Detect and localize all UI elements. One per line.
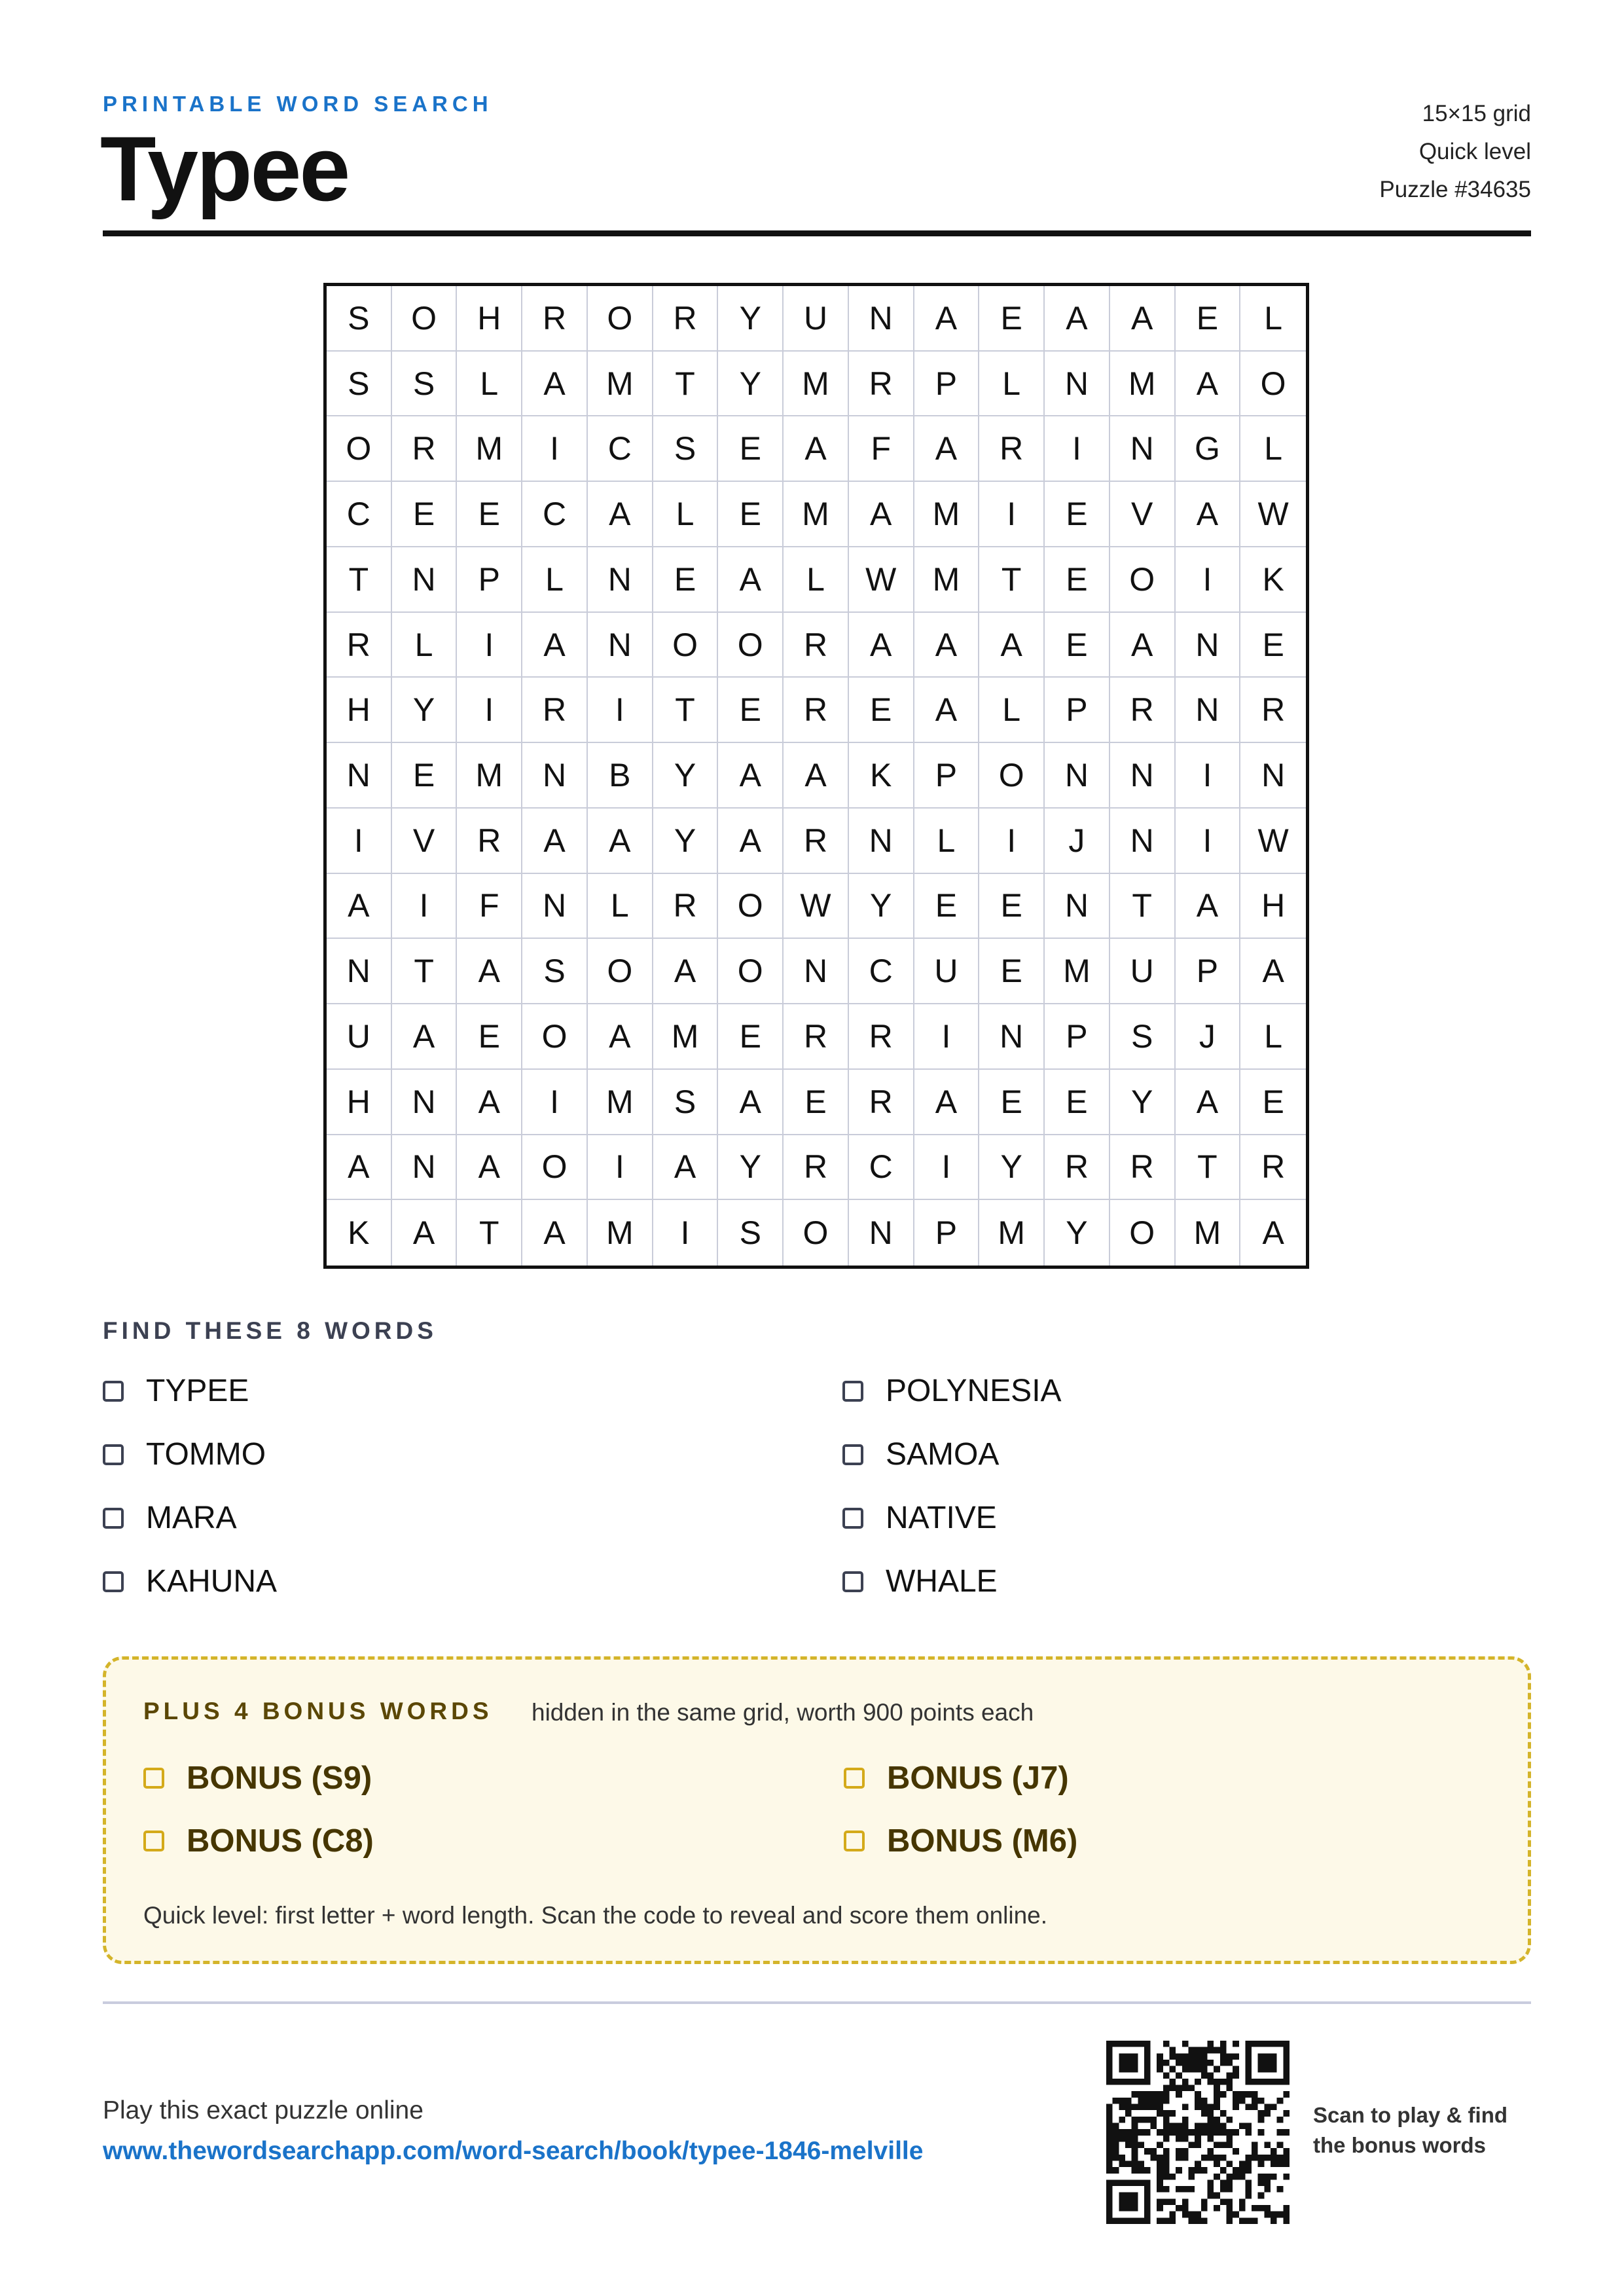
- grid-cell[interactable]: A: [1045, 286, 1110, 352]
- grid-cell[interactable]: P: [1176, 939, 1241, 1004]
- qr-caption: [1313, 2100, 1523, 2160]
- grid-cell[interactable]: I: [522, 1070, 588, 1135]
- grid-cell[interactable]: I: [1045, 416, 1110, 482]
- checkbox-icon[interactable]: [103, 1381, 124, 1402]
- grid-cell[interactable]: I: [979, 482, 1045, 547]
- word-item[interactable]: [842, 1372, 1531, 1410]
- grid-cell[interactable]: A: [522, 809, 588, 874]
- grid-cell[interactable]: A: [718, 743, 784, 809]
- grid-cell[interactable]: S: [1110, 1004, 1176, 1070]
- grid-cell[interactable]: S: [522, 939, 588, 1004]
- grid-cell[interactable]: E: [457, 482, 522, 547]
- grid-cell[interactable]: I: [653, 1200, 719, 1266]
- grid-cell[interactable]: N: [784, 939, 849, 1004]
- checkbox-icon[interactable]: [844, 1831, 865, 1851]
- grid-cell[interactable]: L: [914, 809, 980, 874]
- grid-cell[interactable]: T: [327, 547, 392, 613]
- grid-cell[interactable]: R: [522, 286, 588, 352]
- grid-cell[interactable]: N: [849, 286, 914, 352]
- grid-cell[interactable]: E: [979, 1070, 1045, 1135]
- bonus-item[interactable]: [844, 1759, 1367, 1797]
- grid-cell[interactable]: A: [1176, 874, 1241, 939]
- checkbox-icon[interactable]: [844, 1768, 865, 1789]
- word-label: MARA: [146, 1501, 237, 1535]
- grid-cell[interactable]: O: [588, 286, 653, 352]
- puzzle-url-link[interactable]: www.thewordsearchapp.com/word-search/book/typee-1846-melville: [103, 2137, 924, 2165]
- grid-cell[interactable]: N: [1045, 874, 1110, 939]
- word-label: TYPEE: [146, 1374, 249, 1408]
- header-divider: [103, 230, 1531, 236]
- grid-cell[interactable]: A: [914, 678, 980, 743]
- grid-cell[interactable]: O: [522, 1135, 588, 1201]
- grid-cell[interactable]: H: [327, 678, 392, 743]
- grid-cell[interactable]: M: [653, 1004, 719, 1070]
- find-heading: FIND THESE 8 WORDS: [103, 1317, 437, 1344]
- grid-cell[interactable]: E: [718, 416, 784, 482]
- grid-cell[interactable]: A: [784, 416, 849, 482]
- grid-cell[interactable]: M: [979, 1200, 1045, 1266]
- grid-cell[interactable]: A: [1176, 1070, 1241, 1135]
- grid-cell[interactable]: K: [1240, 547, 1306, 613]
- grid-cell[interactable]: W: [1240, 809, 1306, 874]
- grid-cell[interactable]: A: [914, 416, 980, 482]
- qr-caption-line: the bonus words: [1313, 2133, 1486, 2157]
- grid-cell[interactable]: Y: [718, 352, 784, 417]
- grid-cell[interactable]: O: [979, 743, 1045, 809]
- grid-cell[interactable]: A: [1176, 352, 1241, 417]
- bonus-label: BONUS (C8): [187, 1823, 374, 1859]
- checkbox-icon[interactable]: [103, 1508, 124, 1529]
- bonus-label: BONUS (S9): [187, 1760, 372, 1796]
- grid-cell[interactable]: R: [1240, 1135, 1306, 1201]
- grid-cell[interactable]: R: [327, 613, 392, 678]
- grid-cell[interactable]: M: [1110, 352, 1176, 417]
- checkbox-icon[interactable]: [143, 1768, 164, 1789]
- grid-cell[interactable]: I: [1176, 547, 1241, 613]
- grid-cell[interactable]: I: [392, 874, 458, 939]
- grid-cell[interactable]: Y: [653, 743, 719, 809]
- grid-cell[interactable]: A: [327, 1135, 392, 1201]
- grid-cell[interactable]: K: [327, 1200, 392, 1266]
- grid-cell[interactable]: R: [784, 1004, 849, 1070]
- grid-cell[interactable]: O: [718, 613, 784, 678]
- grid-cell[interactable]: P: [1045, 678, 1110, 743]
- grid-cell[interactable]: N: [1110, 809, 1176, 874]
- grid-cell[interactable]: M: [457, 743, 522, 809]
- grid-cell[interactable]: S: [718, 1200, 784, 1266]
- grid-cell[interactable]: S: [392, 352, 458, 417]
- grid-cell[interactable]: E: [457, 1004, 522, 1070]
- grid-cell[interactable]: A: [1176, 482, 1241, 547]
- grid-cell[interactable]: A: [849, 482, 914, 547]
- word-item[interactable]: [842, 1436, 1531, 1473]
- grid-cell[interactable]: T: [392, 939, 458, 1004]
- grid-cell[interactable]: M: [1176, 1200, 1241, 1266]
- grid-cell[interactable]: Y: [979, 1135, 1045, 1201]
- grid-cell[interactable]: O: [1240, 352, 1306, 417]
- grid-cell[interactable]: H: [457, 286, 522, 352]
- grid-cell[interactable]: A: [914, 613, 980, 678]
- grid-cell[interactable]: C: [588, 416, 653, 482]
- bonus-item[interactable]: [143, 1759, 844, 1797]
- grid-cell[interactable]: E: [979, 286, 1045, 352]
- grid-cell[interactable]: A: [392, 1004, 458, 1070]
- bonus-item[interactable]: [844, 1822, 1367, 1860]
- grid-cell[interactable]: M: [588, 1200, 653, 1266]
- grid-cell[interactable]: N: [1176, 613, 1241, 678]
- grid-cell[interactable]: A: [1262, 1214, 1284, 1252]
- grid-cell[interactable]: A: [718, 809, 784, 874]
- grid-cell[interactable]: A: [522, 613, 588, 678]
- grid-cell[interactable]: C: [849, 939, 914, 1004]
- word-item[interactable]: [842, 1499, 1531, 1537]
- grid-cell[interactable]: I: [914, 1004, 980, 1070]
- grid-cell[interactable]: I: [327, 809, 392, 874]
- word-label: POLYNESIA: [886, 1374, 1062, 1408]
- word-item[interactable]: [103, 1499, 842, 1537]
- bonus-panel: [103, 1656, 1531, 1964]
- grid-cell[interactable]: R: [784, 1135, 849, 1201]
- grid-cell[interactable]: N: [327, 743, 392, 809]
- grid-cell[interactable]: L: [522, 547, 588, 613]
- bonus-title: PLUS 4 BONUS WORDS: [143, 1698, 493, 1724]
- grid-cell[interactable]: M: [588, 1070, 653, 1135]
- grid-cell[interactable]: R: [1110, 678, 1176, 743]
- checkbox-icon[interactable]: [842, 1381, 863, 1402]
- grid-cell[interactable]: E: [979, 874, 1045, 939]
- grid-cell[interactable]: A: [718, 1070, 784, 1135]
- grid-cell[interactable]: I: [522, 416, 588, 482]
- grid-cell[interactable]: E: [718, 678, 784, 743]
- grid-cell[interactable]: E: [784, 1070, 849, 1135]
- word-list: [103, 1372, 1531, 1600]
- word-item[interactable]: [842, 1563, 1531, 1600]
- grid-cell[interactable]: A: [718, 547, 784, 613]
- grid-cell[interactable]: N: [392, 1135, 458, 1201]
- grid-cell[interactable]: L: [979, 352, 1045, 417]
- grid-cell[interactable]: W: [849, 547, 914, 613]
- grid-cell[interactable]: O: [718, 939, 784, 1004]
- grid-cell[interactable]: A: [457, 1135, 522, 1201]
- grid-cell[interactable]: E: [718, 482, 784, 547]
- grid-cell[interactable]: A: [914, 1070, 980, 1135]
- grid-cell[interactable]: E: [1045, 613, 1110, 678]
- grid-cell[interactable]: U: [914, 939, 980, 1004]
- grid-cell[interactable]: R: [653, 874, 719, 939]
- grid-cell[interactable]: J: [1045, 809, 1110, 874]
- grid-cell[interactable]: U: [1110, 939, 1176, 1004]
- grid-cell[interactable]: O: [392, 286, 458, 352]
- grid-cell[interactable]: O: [1110, 1200, 1176, 1266]
- grid-cell[interactable]: L: [784, 547, 849, 613]
- grid-cell[interactable]: R: [1240, 678, 1306, 743]
- grid-cell[interactable]: R: [522, 678, 588, 743]
- grid-cell[interactable]: H: [327, 1070, 392, 1135]
- word-item[interactable]: [103, 1372, 842, 1410]
- grid-cell[interactable]: C: [522, 482, 588, 547]
- grid-cell[interactable]: V: [392, 809, 458, 874]
- bonus-label: BONUS (M6): [887, 1823, 1078, 1859]
- word-item[interactable]: [103, 1436, 842, 1473]
- grid-cell[interactable]: N: [979, 1004, 1045, 1070]
- page-title: Typee: [100, 117, 349, 220]
- grid-cell[interactable]: A: [979, 613, 1045, 678]
- grid-cell[interactable]: N: [1110, 743, 1176, 809]
- bonus-subtitle: hidden in the same grid, worth 900 points each: [532, 1699, 1034, 1726]
- checkbox-icon[interactable]: [842, 1571, 863, 1592]
- grid-cell[interactable]: A: [327, 874, 392, 939]
- word-label: WHALE: [886, 1564, 998, 1599]
- grid-cell[interactable]: O: [718, 874, 784, 939]
- bonus-list: [143, 1759, 1367, 1860]
- checkbox-icon[interactable]: [103, 1571, 124, 1592]
- grid-cell[interactable]: N: [327, 939, 392, 1004]
- eyebrow-label: PRINTABLE WORD SEARCH: [103, 92, 493, 116]
- word-label: SAMOA: [886, 1437, 1000, 1472]
- grid-cell[interactable]: L: [588, 874, 653, 939]
- grid-cell[interactable]: H: [1240, 874, 1306, 939]
- grid-cell[interactable]: N: [522, 874, 588, 939]
- grid-cell[interactable]: M: [914, 482, 980, 547]
- grid-cell[interactable]: U: [327, 1004, 392, 1070]
- grid-cell[interactable]: I: [588, 678, 653, 743]
- grid-cell[interactable]: Y: [718, 286, 784, 352]
- grid-cell[interactable]: R: [849, 352, 914, 417]
- grid-cell[interactable]: L: [1240, 1004, 1306, 1070]
- qr-code-icon[interactable]: [1106, 2041, 1290, 2224]
- grid-cell[interactable]: N: [849, 1200, 914, 1266]
- grid-cell[interactable]: F: [849, 416, 914, 482]
- word-label: TOMMO: [146, 1437, 266, 1472]
- word-label: NATIVE: [886, 1501, 997, 1535]
- grid-cell[interactable]: R: [979, 416, 1045, 482]
- grid-cell[interactable]: N: [849, 809, 914, 874]
- checkbox-icon[interactable]: [842, 1508, 863, 1529]
- grid-cell[interactable]: U: [784, 286, 849, 352]
- grid-cell[interactable]: T: [1110, 874, 1176, 939]
- grid-cell[interactable]: A: [588, 1004, 653, 1070]
- grid-cell[interactable]: O: [1110, 547, 1176, 613]
- grid-cell[interactable]: P: [914, 743, 980, 809]
- grid-cell[interactable]: L: [979, 678, 1045, 743]
- grid-cell[interactable]: O: [588, 939, 653, 1004]
- grid-cell[interactable]: M: [457, 416, 522, 482]
- grid-cell[interactable]: L: [392, 613, 458, 678]
- checkbox-icon[interactable]: [103, 1444, 124, 1465]
- grid-cell[interactable]: A: [392, 1200, 458, 1266]
- grid-cell[interactable]: M: [1045, 939, 1110, 1004]
- checkbox-icon[interactable]: [842, 1444, 863, 1465]
- grid-cell[interactable]: N: [588, 547, 653, 613]
- grid-cell[interactable]: E: [1176, 286, 1241, 352]
- grid-cell[interactable]: E: [849, 678, 914, 743]
- grid-cell[interactable]: V: [1110, 482, 1176, 547]
- play-online-label: Play this exact puzzle online: [103, 2096, 424, 2124]
- grid-cell[interactable]: N: [588, 613, 653, 678]
- grid-cell[interactable]: Y: [718, 1135, 784, 1201]
- qr-caption-line: Scan to play & find: [1313, 2103, 1508, 2127]
- grid-cell[interactable]: N: [1045, 743, 1110, 809]
- grid-cell[interactable]: W: [784, 874, 849, 939]
- grid-cell[interactable]: L: [1240, 286, 1306, 352]
- grid-cell[interactable]: I: [979, 809, 1045, 874]
- grid-cell[interactable]: E: [653, 547, 719, 613]
- grid-cell[interactable]: I: [588, 1135, 653, 1201]
- grid-cell[interactable]: P: [914, 352, 980, 417]
- letter-grid[interactable]: [323, 283, 1309, 1269]
- grid-cell[interactable]: E: [1045, 482, 1110, 547]
- grid-cell[interactable]: L: [457, 352, 522, 417]
- grid-cell[interactable]: R: [392, 416, 458, 482]
- bonus-item[interactable]: [143, 1822, 844, 1860]
- grid-cell[interactable]: P: [914, 1200, 980, 1266]
- grid-cell[interactable]: F: [457, 874, 522, 939]
- level-label: Quick level: [1418, 139, 1531, 164]
- grid-cell[interactable]: R: [784, 678, 849, 743]
- grid-cell[interactable]: Y: [392, 678, 458, 743]
- grid-cell[interactable]: G: [1176, 416, 1241, 482]
- grid-cell[interactable]: E: [1045, 547, 1110, 613]
- grid-cell[interactable]: A: [588, 809, 653, 874]
- grid-cell[interactable]: I: [457, 613, 522, 678]
- grid-cell[interactable]: B: [588, 743, 653, 809]
- grid-cell[interactable]: S: [653, 416, 719, 482]
- grid-cell[interactable]: E: [1240, 1070, 1306, 1135]
- grid-cell[interactable]: T: [653, 678, 719, 743]
- grid-cell[interactable]: E: [718, 1004, 784, 1070]
- grid-cell[interactable]: A: [457, 1070, 522, 1135]
- word-item[interactable]: [103, 1563, 842, 1600]
- grid-cell[interactable]: E: [392, 743, 458, 809]
- grid-cell[interactable]: N: [392, 547, 458, 613]
- bonus-note: Quick level: first letter + word length. Scan the code to reveal and score them online.: [143, 1902, 1048, 1929]
- grid-cell[interactable]: Y: [1110, 1070, 1176, 1135]
- grid-cell[interactable]: M: [784, 482, 849, 547]
- grid-cell[interactable]: A: [522, 352, 588, 417]
- grid-cell[interactable]: N: [1045, 352, 1110, 417]
- grid-cell[interactable]: A: [653, 939, 719, 1004]
- grid-cell[interactable]: E: [392, 482, 458, 547]
- grid-cell[interactable]: R: [1110, 1135, 1176, 1201]
- grid-cell[interactable]: A: [653, 1135, 719, 1201]
- bonus-label: BONUS (J7): [887, 1760, 1069, 1796]
- footer-divider: [103, 2001, 1531, 2004]
- grid-cell[interactable]: A: [1110, 613, 1176, 678]
- grid-cell[interactable]: P: [1045, 1004, 1110, 1070]
- word-label: KAHUNA: [146, 1564, 278, 1599]
- grid-cell[interactable]: K: [849, 743, 914, 809]
- grid-cell[interactable]: O: [522, 1004, 588, 1070]
- grid-cell[interactable]: C: [849, 1135, 914, 1201]
- grid-cell[interactable]: C: [327, 482, 392, 547]
- grid-cell[interactable]: A: [1240, 939, 1306, 1004]
- grid-cell[interactable]: N: [1240, 743, 1306, 809]
- grid-cell[interactable]: M: [784, 352, 849, 417]
- grid-cell[interactable]: E: [1240, 613, 1306, 678]
- grid-cell[interactable]: T: [653, 352, 719, 417]
- grid-cell[interactable]: I: [457, 678, 522, 743]
- checkbox-icon[interactable]: [143, 1831, 164, 1851]
- grid-cell[interactable]: T: [457, 1200, 522, 1266]
- grid-cell[interactable]: A: [849, 613, 914, 678]
- grid-cell[interactable]: J: [1176, 1004, 1241, 1070]
- grid-cell[interactable]: A: [588, 482, 653, 547]
- grid-cell[interactable]: Y: [653, 809, 719, 874]
- grid-cell[interactable]: I: [1176, 743, 1241, 809]
- grid-cell[interactable]: N: [1110, 416, 1176, 482]
- grid-cell[interactable]: P: [457, 547, 522, 613]
- grid-cell[interactable]: E: [914, 874, 980, 939]
- grid-cell[interactable]: N: [1176, 678, 1241, 743]
- grid-cell[interactable]: T: [979, 547, 1045, 613]
- grid-cell[interactable]: A: [914, 286, 980, 352]
- grid-cell[interactable]: L: [1240, 416, 1306, 482]
- grid-cell[interactable]: N: [522, 743, 588, 809]
- grid-cell[interactable]: R: [849, 1004, 914, 1070]
- grid-cell[interactable]: A: [1110, 286, 1176, 352]
- grid-cell[interactable]: O: [653, 613, 719, 678]
- grid-size-label: 15×15 grid: [1422, 101, 1531, 126]
- grid-cell[interactable]: I: [914, 1135, 980, 1201]
- grid-cell[interactable]: R: [849, 1070, 914, 1135]
- grid-cell[interactable]: A: [457, 939, 522, 1004]
- puzzle-id-label: Puzzle #34635: [1379, 177, 1531, 202]
- grid-cell[interactable]: A: [784, 743, 849, 809]
- grid-cell[interactable]: L: [653, 482, 719, 547]
- grid-cell[interactable]: E: [979, 939, 1045, 1004]
- grid-cell[interactable]: S: [653, 1070, 719, 1135]
- grid-cell[interactable]: S: [327, 286, 392, 352]
- grid-cell[interactable]: Y: [849, 874, 914, 939]
- grid-cell[interactable]: R: [784, 809, 849, 874]
- grid-cell[interactable]: E: [1045, 1070, 1110, 1135]
- grid-cell[interactable]: O: [784, 1200, 849, 1266]
- grid-cell[interactable]: M: [914, 547, 980, 613]
- grid-cell[interactable]: R: [784, 613, 849, 678]
- grid-cell[interactable]: Y: [1045, 1200, 1110, 1266]
- puzzle-meta: [1379, 95, 1531, 209]
- grid-cell[interactable]: I: [1176, 809, 1241, 874]
- grid-cell[interactable]: R: [1045, 1135, 1110, 1201]
- grid-cell[interactable]: O: [327, 416, 392, 482]
- grid-cell[interactable]: R: [653, 286, 719, 352]
- grid-cell[interactable]: M: [588, 352, 653, 417]
- grid-cell[interactable]: S: [327, 352, 392, 417]
- grid-cell[interactable]: R: [457, 809, 522, 874]
- grid-cell[interactable]: T: [1176, 1135, 1241, 1201]
- grid-cell[interactable]: W: [1240, 482, 1306, 547]
- grid-cell[interactable]: A: [522, 1200, 588, 1266]
- grid-cell[interactable]: N: [392, 1070, 458, 1135]
